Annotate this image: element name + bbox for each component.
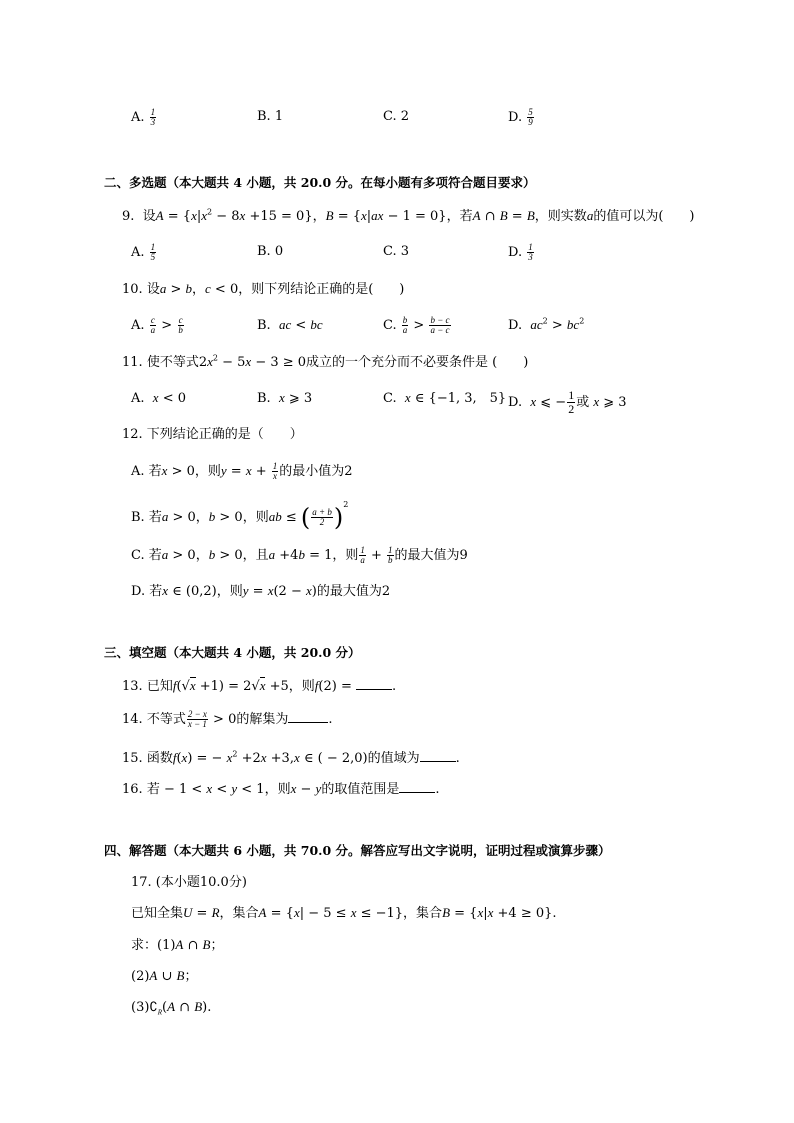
q11-option-c: C. x ∈ {−1, 3, 5} <box>383 390 507 406</box>
q11-option-b: B. x ⩾ 3 <box>257 390 313 406</box>
q12-option-d: D. 若x ∈ (0,2)，则y = x(2 − x)的最大值为2 <box>131 583 391 599</box>
q14-stem: 14. 不等式 $\frac{2 - x}{x - 1}$ > 0的解集为 . <box>122 709 333 729</box>
section-3-title: 三、填空题（本大题共 4 小题，共 20.0 分） <box>104 645 361 660</box>
q9-option-c: C. 3 <box>383 244 410 259</box>
q10-option-d: D. $ac^2 > bc^2$ <box>508 316 585 333</box>
q17-part-1: 求：(1)A ∩ B； <box>131 937 224 953</box>
q17-part-3: $(3)∁_R(A$ ∩ B). <box>131 999 212 1017</box>
q11-option-a: A. x < 0 <box>131 390 187 406</box>
q10-option-b: B. ac < bc <box>257 317 323 333</box>
q16-stem: 16. 若 − 1 < x < y < 1，则x − y的取值范围是 . <box>122 781 440 797</box>
q8-option-a: A. $\frac{1}{3}$ <box>131 107 156 127</box>
q8-option-c: C. 2 <box>383 109 410 124</box>
q12-option-b: B. 若a > 0，b > 0，则ab ≤ ( $\frac{a + b}{2}$ )$^2$ <box>131 500 349 532</box>
q9-stem: 9. 设$A = \{x|x^2 - 8x +15 = 0\}$，B = {x|ax − 1 = 0}，若A ∩ B = B，则实数a的值可以为( ) <box>122 207 695 224</box>
q17-header: 17. (本小题10.0分) <box>131 875 247 890</box>
q9-option-a: A. $\frac{1}{5}$ <box>131 242 156 262</box>
q15-stem: 15. 函数f(x) = − $x^2 +2x +3,x$ ∈ ( − 2,0)的值域为 . <box>122 749 460 766</box>
section-4-title: 四、解答题（本大题共 6 小题，共 70.0 分。解答应写出文字说明，证明过程或演算步骤） <box>104 843 611 858</box>
section-2-title: 二、多选题（本大题共 4 小题，共 20.0 分。在每小题有多项符合题目要求） <box>104 175 536 190</box>
q13-stem: 13. 已知f(√x +1) = 2√x +5，则f(2) = . <box>122 678 397 694</box>
q12-stem: 12. 下列结论正确的是（ ） <box>122 427 303 442</box>
q10-option-a: A. $\frac{c}{a}$ > $\frac{c}{b}$ <box>131 315 183 335</box>
q17-stem: 已知全集U = R，集合A = {x| − 5 ≤ x ≤ −1}，集合B = {x|x +4 ≥ 0}. <box>131 905 557 921</box>
q10-option-c: C. $\frac{b}{a}$ > $\frac{b - c}{a - c}$ <box>383 315 450 335</box>
q12-option-c: C. 若a > 0，b > 0，且a +4b = 1，则 $\frac{1}{a}$ + $\frac{1}{b}$ 的最大值为9 <box>131 545 468 565</box>
q10-stem: 10. 设a > b，c < 0，则下列结论正确的是( ) <box>122 281 405 297</box>
q9-option-b: B. 0 <box>257 244 284 259</box>
q8-option-b: B. 1 <box>257 109 284 124</box>
q9-option-d: D. $\frac{1}{3}$ <box>508 242 533 262</box>
q11-stem: 11. 使不等式$2x^2 - 5x - 3 \ge 0$成立的一个充分而不必要条件是 ( ) <box>122 353 529 370</box>
q17-part-2: (2)A ∪ B； <box>131 968 198 984</box>
q11-option-d: D. x ⩽ − $\frac{1}{2}$ 或 x ⩾ 3 <box>508 388 627 416</box>
q8-option-d: D. $\frac{5}{9}$ <box>508 107 533 127</box>
q12-option-a: A. 若x > 0，则y = x + $\frac{1}{x}$ 的最小值为2 <box>131 461 353 481</box>
